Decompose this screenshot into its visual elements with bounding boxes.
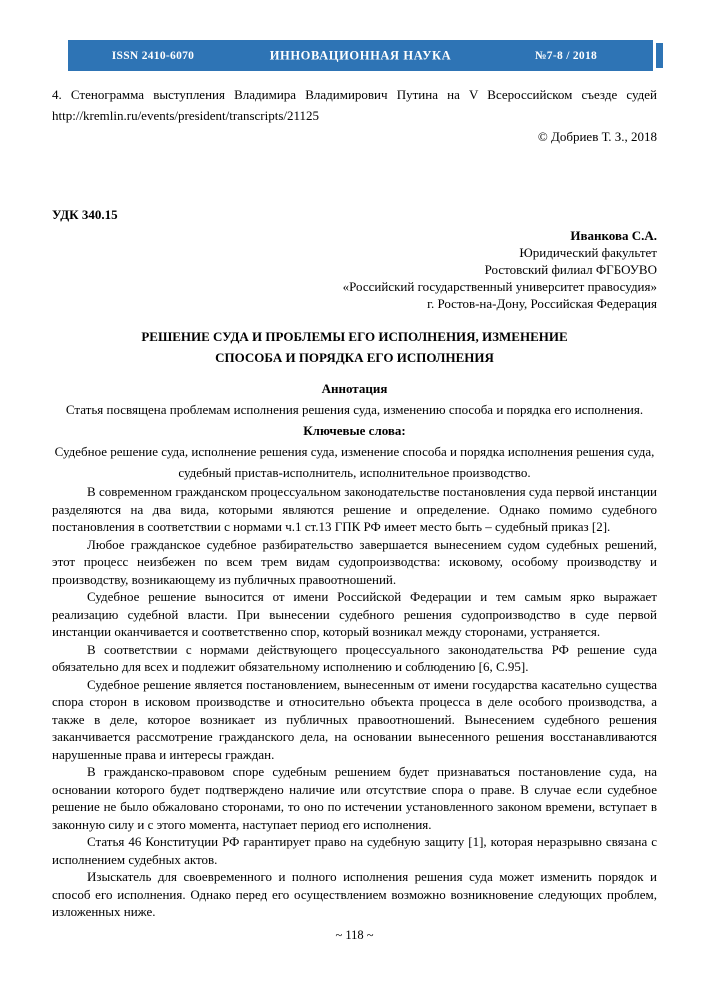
- article-title-line2: СПОСОБА И ПОРЯДКА ЕГО ИСПОЛНЕНИЯ: [215, 350, 494, 365]
- reference-item: [52, 84, 657, 126]
- banner-tab-decoration: [656, 43, 663, 68]
- affiliation-line: Ростовский филиал ФГБОУВО: [484, 262, 657, 277]
- body-paragraph: Любое гражданское судебное разбирательство завершается вынесением судом судебных решений, этот процесс неизбежен по всем трем видам судопроизводства: исковому, особому производству и производству, возникающему из публичных правоотношений.: [52, 536, 657, 587]
- author-block: [52, 227, 657, 312]
- reference-text: 4. Стенограмма выступления Владимира Владимирович Путина на V Всероссийском съезде судей: [52, 87, 657, 102]
- body-paragraph: Статья 46 Конституции РФ гарантирует право на судебную защиту [1], которая неразрывно связана с исполнением судебных актов.: [52, 834, 657, 867]
- body-paragraph: Судебное решение выносится от имени Российской Федерации и тем самым ярко выражает реализацию судебной власти. При вынесении судебного решения судопроизводство в суде первой инстанции оканчивается и соответственно спор, который возникал между сторонами, устраняется.: [52, 589, 657, 639]
- body-paragraph: В соответствии с нормами действующего процессуального законодательства РФ решение суда обязательно для всех и подлежит обязательному исполнению и соблюдению [6, С.95].: [52, 641, 657, 674]
- article-body: [52, 483, 657, 921]
- keywords-heading: Ключевые слова:: [303, 423, 406, 438]
- issn-label: ISSN 2410-6070: [111, 49, 195, 62]
- author-name: Иванкова С.А.: [570, 228, 657, 243]
- keywords-text: Судебное решение суда, исполнение решения суда, изменение способа и порядка исполнения решения суда, судебный пристав-исполнитель, исполнительное производство.: [54, 444, 655, 480]
- body-paragraph: В современном гражданском процессуальном законодательстве постановления суда первой инстанции разделяются на два вида, которыми являются решение и определение. Однако помимо судебного постановления в соответствии с нормами ч.1 ст.13 ГПК РФ имеет место быть – судебный приказ [2].: [52, 484, 657, 534]
- affiliation-line: г. Ростов-на-Дону, Российская Федерация: [427, 296, 657, 311]
- annotation-text: Статья посвящена проблемам исполнения решения суда, изменению способа и порядка его исполнения.: [65, 402, 644, 417]
- copyright-line: © Добриев Т. З., 2018: [537, 129, 657, 144]
- page-number: ~ 118 ~: [335, 928, 374, 942]
- udc-label: УДК 340.15: [52, 207, 118, 222]
- affiliation-line: Юридический факультет: [519, 245, 657, 260]
- article-title: [52, 326, 657, 368]
- body-paragraph: Изыскатель для своевременного и полного исполнения решения суда может изменить порядок и способ его исполнения. Однако перед его осуществлением возможно возникновение следующих проблем, изложенных ниже.: [52, 869, 657, 919]
- body-paragraph: Судебное решение является постановлением, вынесенным от имени государства касательно существа спора сторон в исковом производстве и относительно объекта процесса в деле особого производства, а также в деле, которое возникает из публичных правоотношений. Вынесением судебного решения заканчивается рассмотрение гражданского дела, на основании вынесенного решения восстанавливаются нарушенные права и интересы граждан.: [52, 676, 657, 762]
- affiliation-line: «Российский государственный университет правосудия»: [342, 279, 657, 294]
- body-paragraph: В гражданско-правовом споре судебным решением будет признаваться постановление суда, на основании которого будет подтверждено наличие или отсутствие спора о праве. В случае если судебное решение не было обжаловано сторонами, то оно по истечении установленного законом времени, вступает в законную силу и с этого момента, наступает период его исполнения.: [52, 764, 657, 832]
- article-title-line1: РЕШЕНИЕ СУДА И ПРОБЛЕМЫ ЕГО ИСПОЛНЕНИЯ, ИЗМЕНЕНИЕ: [141, 329, 568, 344]
- reference-url[interactable]: http://kremlin.ru/events/president/transcripts/21125: [52, 108, 320, 123]
- issue-label: №7-8 / 2018: [534, 49, 598, 62]
- annotation-heading: Аннотация: [321, 381, 388, 396]
- text-column: [52, 84, 657, 921]
- journal-title: ИННОВАЦИОННАЯ НАУКА: [269, 48, 452, 62]
- annotation-block: [52, 378, 657, 483]
- header-banner: [68, 40, 653, 71]
